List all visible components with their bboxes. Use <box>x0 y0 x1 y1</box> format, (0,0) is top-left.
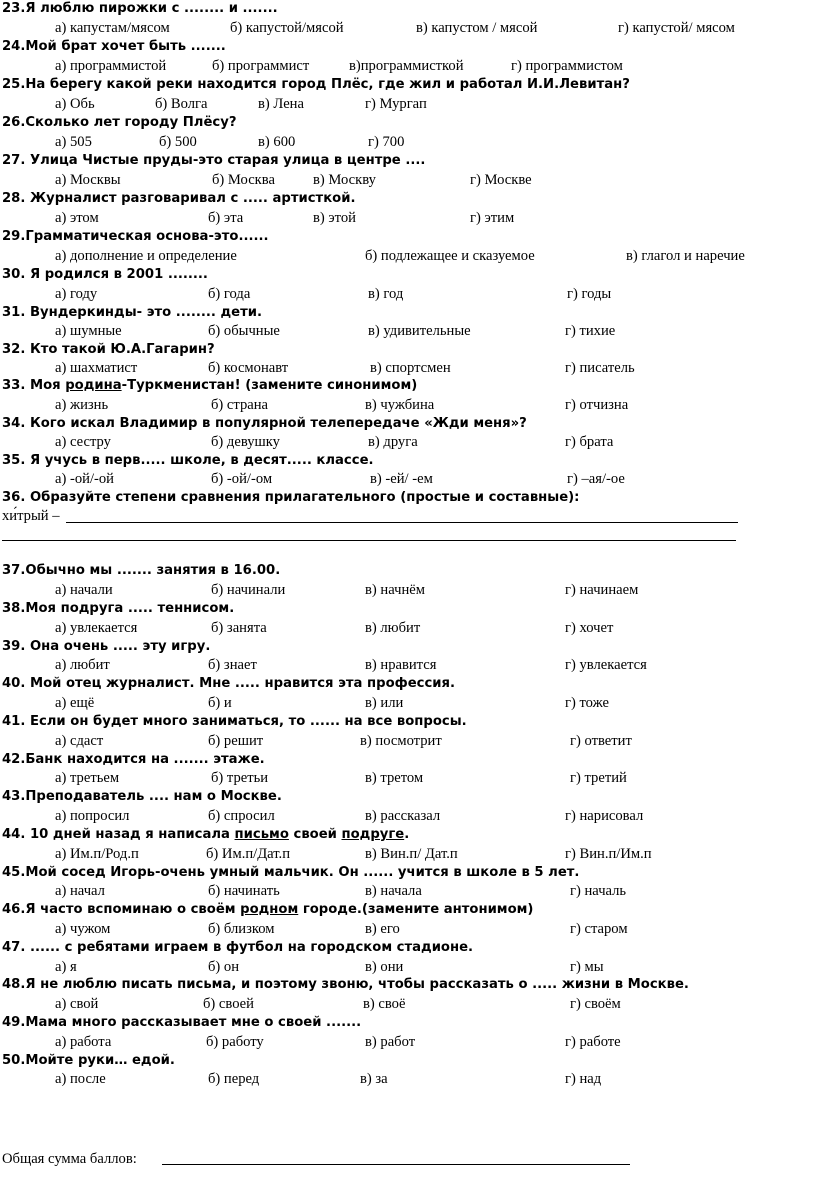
option-v[interactable]: в) они <box>365 959 404 975</box>
option-g[interactable]: г) программистом <box>511 58 623 74</box>
option-g[interactable]: г) Москве <box>470 172 532 188</box>
question-47: 47. ...... с ребятами играем в футбол на городском стадионе. <box>2 940 474 955</box>
option-a[interactable]: а) после <box>55 1071 106 1087</box>
question-25: 25.На берегу какой реки находится город Плёс, где жил и работал И.И.Левитан? <box>2 77 630 92</box>
option-v[interactable]: в) -ей/ -ем <box>370 471 433 487</box>
question-33: 33. Моя родина-Туркменистан! (замените синонимом) <box>2 378 418 393</box>
option-v[interactable]: в) год <box>368 286 404 302</box>
option-v[interactable]: в) чужбина <box>365 397 435 413</box>
underlined-word-2: подруге <box>341 827 405 842</box>
question-24: 24.Мой брат хочет быть ....... <box>2 39 226 54</box>
option-g[interactable]: г) тихие <box>565 323 616 339</box>
option-a[interactable]: а) программистой <box>55 58 167 74</box>
question-30: 30. Я родился в 2001 ........ <box>2 267 208 282</box>
option-g[interactable]: г) нарисовал <box>565 808 644 824</box>
option-b[interactable]: б) подлежащее и сказуемое <box>365 248 535 264</box>
option-a[interactable]: а) шахматист <box>55 360 138 376</box>
option-a[interactable]: а) увлекается <box>55 620 138 636</box>
option-g[interactable]: г) третий <box>570 770 627 786</box>
option-v[interactable]: в) капустом / мясой <box>416 20 538 36</box>
option-b[interactable]: б) эта <box>208 210 244 226</box>
option-b[interactable]: б) работу <box>206 1034 264 1050</box>
question-29: 29.Грамматическая основа-это...... <box>2 229 269 244</box>
option-g[interactable]: г) писатель <box>565 360 635 376</box>
option-b[interactable]: б) Москва <box>212 172 275 188</box>
question-37: 37.Обычно мы ....... занятия в 16.00. <box>2 563 281 578</box>
question-49: 49.Мама много рассказывает мне о своей ....... <box>2 1015 362 1030</box>
option-b[interactable]: б) года <box>208 286 251 302</box>
underlined-word: родном <box>240 902 299 917</box>
option-a[interactable]: а) шумные <box>55 323 122 339</box>
option-b[interactable]: б) 500 <box>159 134 197 150</box>
answer-line-1[interactable] <box>66 522 738 523</box>
option-v[interactable]: в) Лена <box>258 96 304 112</box>
option-v[interactable]: в) спортсмен <box>370 360 451 376</box>
option-b[interactable]: б) космонавт <box>208 360 289 376</box>
option-v[interactable]: в) начнём <box>365 582 425 598</box>
question-42: 42.Банк находится на ....... этаже. <box>2 752 265 767</box>
option-v[interactable]: в) Вин.п/ Дат.п <box>365 846 458 862</box>
option-v[interactable]: в) этой <box>313 210 356 226</box>
question-32: 32. Кто такой Ю.А.Гагарин? <box>2 342 215 357</box>
question-44: 44. 10 дней назад я написала письмо своей подруге. <box>2 827 410 842</box>
question-45: 45.Мой сосед Игорь-очень умный мальчик. Он ...... учится в школе в 5 лет. <box>2 865 580 880</box>
question-28: 28. Журналист разговаривал с ..... артисткой. <box>2 191 356 206</box>
underlined-word-1: письмо <box>234 827 289 842</box>
option-b[interactable]: б) программист <box>212 58 310 74</box>
option-a[interactable]: а) 505 <box>55 134 92 150</box>
underlined-word: родина <box>65 378 122 393</box>
option-a[interactable]: а) свой <box>55 996 99 1012</box>
question-26: 26.Сколько лет городу Плёсу? <box>2 115 237 130</box>
question-38: 38.Моя подруга ..... теннисом. <box>2 601 235 616</box>
option-b[interactable]: б) начинать <box>208 883 280 899</box>
option-v[interactable]: в) своё <box>363 996 406 1012</box>
option-v[interactable]: в) работ <box>365 1034 416 1050</box>
total-score-label: Общая сумма баллов: <box>2 1151 137 1167</box>
option-a[interactable]: а) дополнение и определение <box>55 248 237 264</box>
option-v[interactable]: в) его <box>365 921 400 937</box>
option-a[interactable]: а) попросил <box>55 808 130 824</box>
option-g[interactable]: г) ответит <box>570 733 632 749</box>
option-v[interactable]: в) третом <box>365 770 424 786</box>
option-v[interactable]: в) любит <box>365 620 421 636</box>
option-b[interactable]: б) занята <box>211 620 267 636</box>
question-41: 41. Если он будет много заниматься, то ...... на все вопросы. <box>2 714 467 729</box>
option-b[interactable]: б) и <box>208 695 232 711</box>
question-43: 43.Преподаватель .... нам о Москве. <box>2 789 282 804</box>
option-b[interactable]: б) знает <box>208 657 257 673</box>
option-a[interactable]: а) жизнь <box>55 397 109 413</box>
option-g[interactable]: г) началь <box>570 883 627 899</box>
option-b[interactable]: б) перед <box>208 1071 260 1087</box>
option-g[interactable]: г) брата <box>565 434 614 450</box>
option-b[interactable]: б) он <box>208 959 240 975</box>
option-a[interactable]: а) году <box>55 286 98 302</box>
option-v[interactable]: в) начала <box>365 883 422 899</box>
option-a[interactable]: а) Обь <box>55 96 95 112</box>
question-40: 40. Мой отец журналист. Мне ..... нравится эта профессия. <box>2 676 456 691</box>
option-a[interactable]: а) -ой/-ой <box>55 471 114 487</box>
option-v[interactable]: в) глагол и наречие <box>626 248 745 264</box>
option-b[interactable]: б) третьи <box>211 770 269 786</box>
option-b[interactable]: б) спросил <box>208 808 275 824</box>
option-v[interactable]: в) рассказал <box>365 808 441 824</box>
option-g[interactable]: г) старом <box>570 921 628 937</box>
option-g[interactable]: г) этим <box>470 210 515 226</box>
option-v[interactable]: в) посмотрит <box>360 733 442 749</box>
option-g[interactable]: г) своём <box>570 996 621 1012</box>
option-g[interactable]: г) 700 <box>368 134 405 150</box>
question-39: 39. Она очень ..... эту игру. <box>2 639 211 654</box>
question-36: 36. Образуйте степени сравнения прилагательного (простые и составные): <box>2 490 580 505</box>
option-v[interactable]: в) или <box>365 695 404 711</box>
fill-label: хи́трый – <box>2 508 60 524</box>
option-b[interactable]: б) Им.п/Дат.п <box>206 846 291 862</box>
option-a[interactable]: а) я <box>55 959 77 975</box>
option-a[interactable]: а) этом <box>55 210 99 226</box>
question-27: 27. Улица Чистые пруды-это старая улица в центре .... <box>2 153 426 168</box>
question-46: 46.Я часто вспоминаю о своём родном городе.(замените антонимом) <box>2 902 534 917</box>
option-b[interactable]: б) Волга <box>155 96 208 112</box>
option-g[interactable]: г) увлекается <box>565 657 647 673</box>
option-v[interactable]: в) удивительные <box>368 323 471 339</box>
option-a[interactable]: а) сдаст <box>55 733 104 749</box>
option-b[interactable]: б) обычные <box>208 323 280 339</box>
option-a[interactable]: а) Им.п/Род.п <box>55 846 139 862</box>
option-b[interactable]: б) -ой/-ом <box>211 471 273 487</box>
option-a[interactable]: а) Москвы <box>55 172 121 188</box>
option-v[interactable]: в) 600 <box>258 134 296 150</box>
option-g[interactable]: г) тоже <box>565 695 609 711</box>
option-a[interactable]: а) начали <box>55 582 113 598</box>
option-g[interactable]: г) капустой/ мясом <box>618 20 735 36</box>
option-a[interactable]: а) работа <box>55 1034 112 1050</box>
option-b[interactable]: б) близком <box>208 921 275 937</box>
option-b[interactable]: б) своей <box>203 996 254 1012</box>
question-23: 23.Я люблю пирожки с ........ и ....... <box>2 1 278 16</box>
option-g[interactable]: г) годы <box>567 286 612 302</box>
option-v[interactable]: в) Москву <box>313 172 376 188</box>
option-g[interactable]: г) Вин.п/Им.п <box>565 846 652 862</box>
option-a[interactable]: а) любит <box>55 657 110 673</box>
answer-line-2[interactable] <box>2 540 736 541</box>
question-34: 34. Кого искал Владимир в популярной телепередаче «Жди меня»? <box>2 416 527 431</box>
option-b[interactable]: б) начинали <box>211 582 286 598</box>
question-31: 31. Вундеркинды- это ........ дети. <box>2 305 262 320</box>
option-g[interactable]: г) хочет <box>565 620 614 636</box>
question-48: 48.Я не люблю писать письма, и поэтому звоню, чтобы рассказать о ..... жизни в Москве. <box>2 977 689 992</box>
option-a[interactable]: а) начал <box>55 883 105 899</box>
option-a[interactable]: а) ещё <box>55 695 95 711</box>
option-g[interactable]: г) над <box>565 1071 602 1087</box>
option-b[interactable]: б) решит <box>208 733 264 749</box>
option-g[interactable]: г) Мургап <box>365 96 427 112</box>
option-g[interactable]: г) –ая/-ое <box>567 471 625 487</box>
question-50: 50.Мойте руки… едой. <box>2 1053 175 1068</box>
option-v[interactable]: в)программисткой <box>349 58 464 74</box>
option-a[interactable]: а) третьем <box>55 770 120 786</box>
option-g[interactable]: г) начинаем <box>565 582 639 598</box>
option-b[interactable]: б) капустой/мясой <box>230 20 344 36</box>
option-a[interactable]: а) капустам/мясом <box>55 20 170 36</box>
option-v[interactable]: в) нравится <box>365 657 437 673</box>
option-g[interactable]: г) работе <box>565 1034 621 1050</box>
option-g[interactable]: г) отчизна <box>565 397 629 413</box>
option-a[interactable]: а) чужом <box>55 921 111 937</box>
option-b[interactable]: б) девушку <box>211 434 280 450</box>
total-score-line[interactable] <box>162 1164 630 1165</box>
question-35: 35. Я учусь в перв..... школе, в десят..... классе. <box>2 453 374 468</box>
option-g[interactable]: г) мы <box>570 959 604 975</box>
option-v[interactable]: в) друга <box>368 434 418 450</box>
option-b[interactable]: б) страна <box>211 397 269 413</box>
option-a[interactable]: а) сестру <box>55 434 111 450</box>
option-v[interactable]: в) за <box>360 1071 388 1087</box>
